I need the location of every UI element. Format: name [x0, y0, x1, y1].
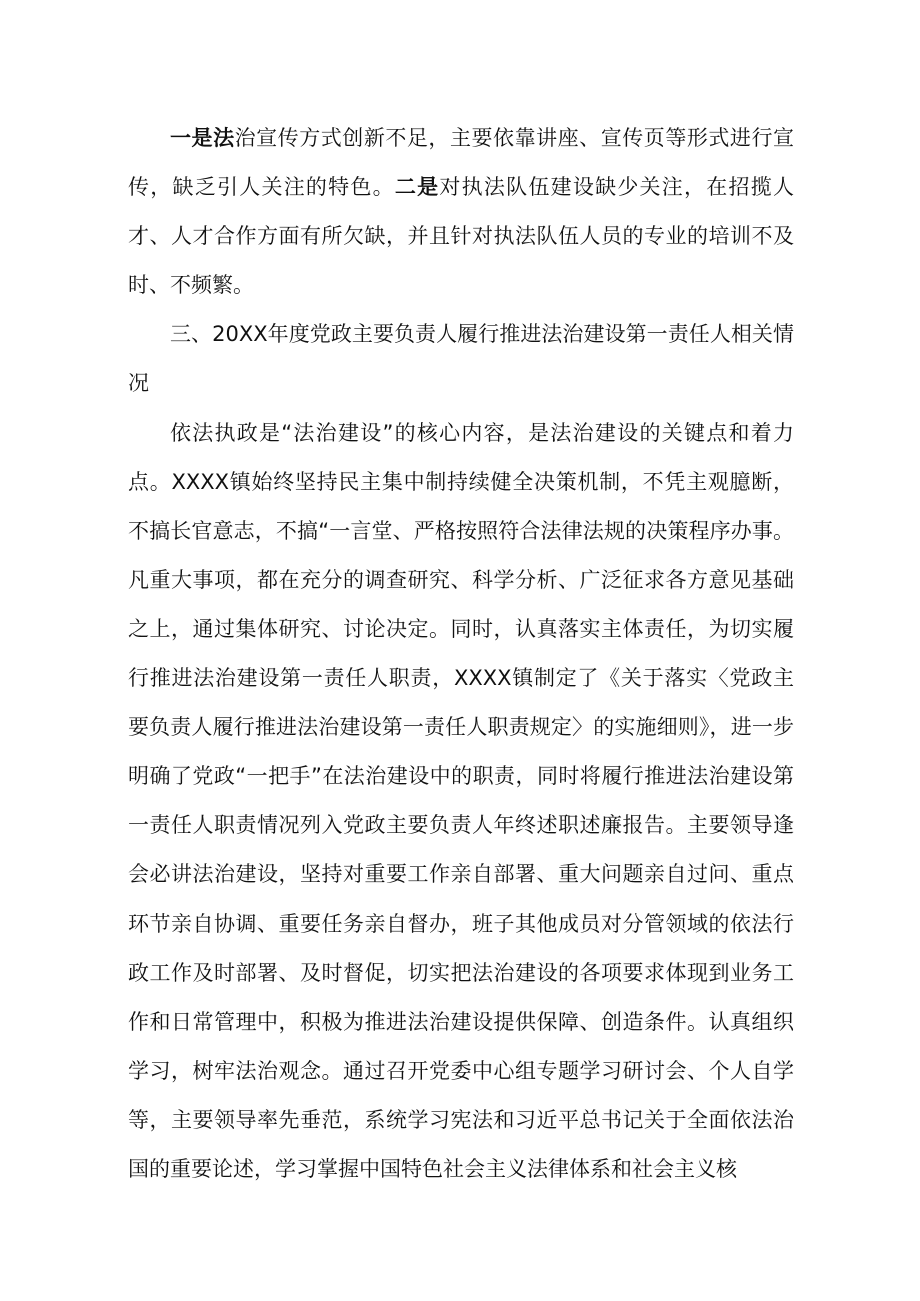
paragraph-deficiencies — [128, 114, 794, 310]
point-one-text: 治宣传方式创新不足，主要依靠讲座、宣传页等形式进行宣传，缺乏引人关注的特色。 — [128, 126, 794, 200]
point-one-marker: 一是法 — [170, 126, 235, 150]
paragraph-rule-of-law: 依法执政是“法治建设”的核心内容，是法治建设的关键点和着力点。XXXX镇始终坚持民主集中制持续健全决策机制，不凭主观臆断，不搞长官意志，不搞“一言堂、严格按照符合法律法规的决策程序办事。凡重大事项，都在充分的调查研究、科学分析、广泛征求各方意见基础之上，通过集体研究、讨论决定。同时，认真落实主体责任，为切实履行推进法治建设第一责任人职责，XXXX镇制定了《关于落实〈党政主要负责人履行推进法治建设第一责任人职责规定〉的实施细则》，进一步明确了党政“一把手”在法治建设中的职责，同时将履行推进法治建设第一责任人职责情况列入党政主要负责人年终述职述廉报告。主要领导逢会必讲法治建设，坚持对重要工作亲自部署、重大问题亲自过问、重点环节亲自协调、重要任务亲自督办，班子其他成员对分管领域的依法行政工作及时部署、及时督促，切实把法治建设的各项要求体现到业务工作和日常管理中，积极为推进法治建设提供保障、创造条件。认真组织学习，树牢法治观念。通过召开党委中心组专题学习研讨会、个人自学等，主要领导率先垂范，系统学习宪法和习近平总书记关于全面依法治国的重要论述，学习掌握中国特色社会主义法律体系和社会主义核 — [128, 420, 794, 1181]
section-heading: 三、20XX年度党政主要负责人履行推进法治建设第一责任人相关情况 — [128, 322, 794, 396]
point-two-marker: 二是 — [394, 175, 440, 200]
point-two-text: 对执法队伍建设缺少关注，在招揽人才、人才合作方面有所欠缺，并且针对执法队伍人员的专业的培训不及时、不频繁。 — [128, 175, 795, 298]
document-body — [128, 114, 794, 1194]
